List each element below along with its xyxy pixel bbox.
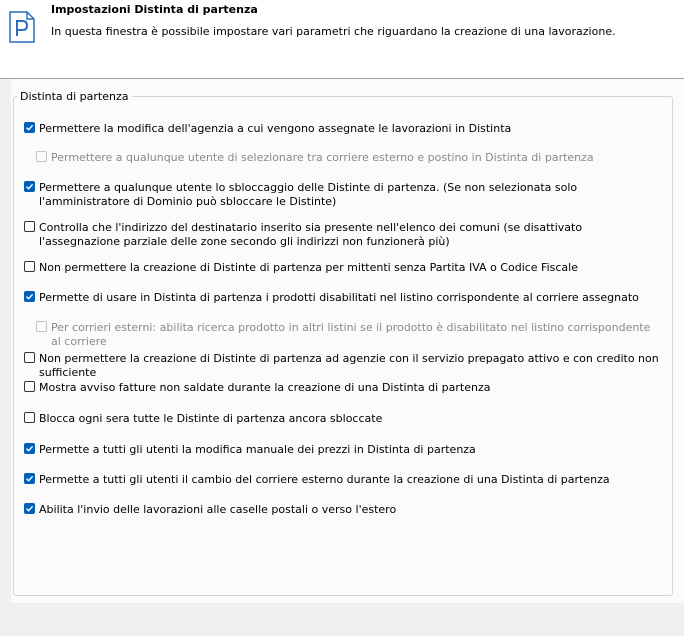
checkbox-unchecked[interactable] [24,352,35,363]
checkbox-checked[interactable] [24,443,35,454]
option-checkbox-row [36,321,660,349]
checkbox-unchecked [36,151,47,162]
option-checkbox-row[interactable] [24,503,660,517]
page-description: In questa finestra è possibile impostare vari parametri che riguardano la creazione di una lavorazione. [51,25,616,38]
option-label: Permette a tutti gli utenti la modifica manuale dei prezzi in Distinta di partenza [39,443,476,456]
option-checkbox-row [36,151,660,165]
option-label: Permettere a qualunque utente di selezionare tra corriere esterno e postino in Distinta di partenza [51,151,594,164]
checkbox-checked[interactable] [24,291,35,302]
option-label: Blocca ogni sera tutte le Distinte di partenza ancora sbloccate [39,412,383,425]
option-label: Permette a tutti gli utenti il cambio del corriere esterno durante la creazione di una Distinta di partenza [39,473,610,486]
page-title: Impostazioni Distinta di partenza [51,3,258,16]
option-label: Permettere a qualunque utente lo sbloccaggio delle Distinte di partenza. (Se non selezionata solo l'amministratore di Dominio può sbloccare le Distinte) [39,181,578,208]
checkbox-unchecked [36,321,47,332]
checkmark-icon [25,292,34,301]
checkmark-icon [25,504,34,513]
checkbox-unchecked[interactable] [24,381,35,392]
checkbox-checked[interactable] [24,122,35,133]
option-checkbox-row[interactable] [24,473,660,487]
groupbox-title: Distinta di partenza [17,90,132,103]
checkbox-unchecked[interactable] [24,261,35,272]
checkmark-icon [25,444,34,453]
option-label: Permette di usare in Distinta di partenza i prodotti disabilitati nel listino corrispondente al corriere assegnato [39,291,639,304]
dialog-header [0,0,684,78]
option-label: Non permettere la creazione di Distinte di partenza per mittenti senza Partita IVA o Codice Fiscale [39,261,578,274]
checkbox-checked[interactable] [24,503,35,514]
option-label: Non permettere la creazione di Distinte di partenza ad agenzie con il servizio prepagato attivo e con credito non sufficiente [39,352,659,379]
option-checkbox-row[interactable] [24,261,660,275]
option-checkbox-row[interactable] [24,291,660,305]
checkbox-unchecked[interactable] [24,412,35,423]
checkbox-unchecked[interactable] [24,221,35,232]
checkmark-icon [25,123,34,132]
option-checkbox-row[interactable] [24,352,660,380]
checkbox-checked[interactable] [24,473,35,484]
checkmark-icon [25,474,34,483]
option-checkbox-row[interactable] [24,181,660,209]
option-checkbox-row[interactable] [24,221,660,249]
option-label: Controlla che l'indirizzo del destinatario inserito sia presente nell'elenco dei comuni (se disattivato l'assegnazione parziale delle zone secondo gli indirizzi non funzionerà più) [39,221,583,248]
option-checkbox-row[interactable] [24,443,660,457]
checkmark-icon [25,182,34,191]
document-p-icon [9,11,35,43]
option-label: Permettere la modifica dell'agenzia a cui vengono assegnate le lavorazioni in Distinta [39,122,512,135]
checkbox-checked[interactable] [24,181,35,192]
option-checkbox-row[interactable] [24,381,660,395]
option-label: Per corrieri esterni: abilita ricerca prodotto in altri listini se il prodotto è disabilitato nel listino corrispondente al corriere [51,321,651,348]
option-label: Abilita l'invio delle lavorazioni alle caselle postali o verso l'estero [39,503,397,516]
option-checkbox-row[interactable] [24,412,660,426]
option-label: Mostra avviso fatture non saldate durante la creazione di una Distinta di partenza [39,381,491,394]
option-checkbox-row[interactable] [24,122,660,136]
